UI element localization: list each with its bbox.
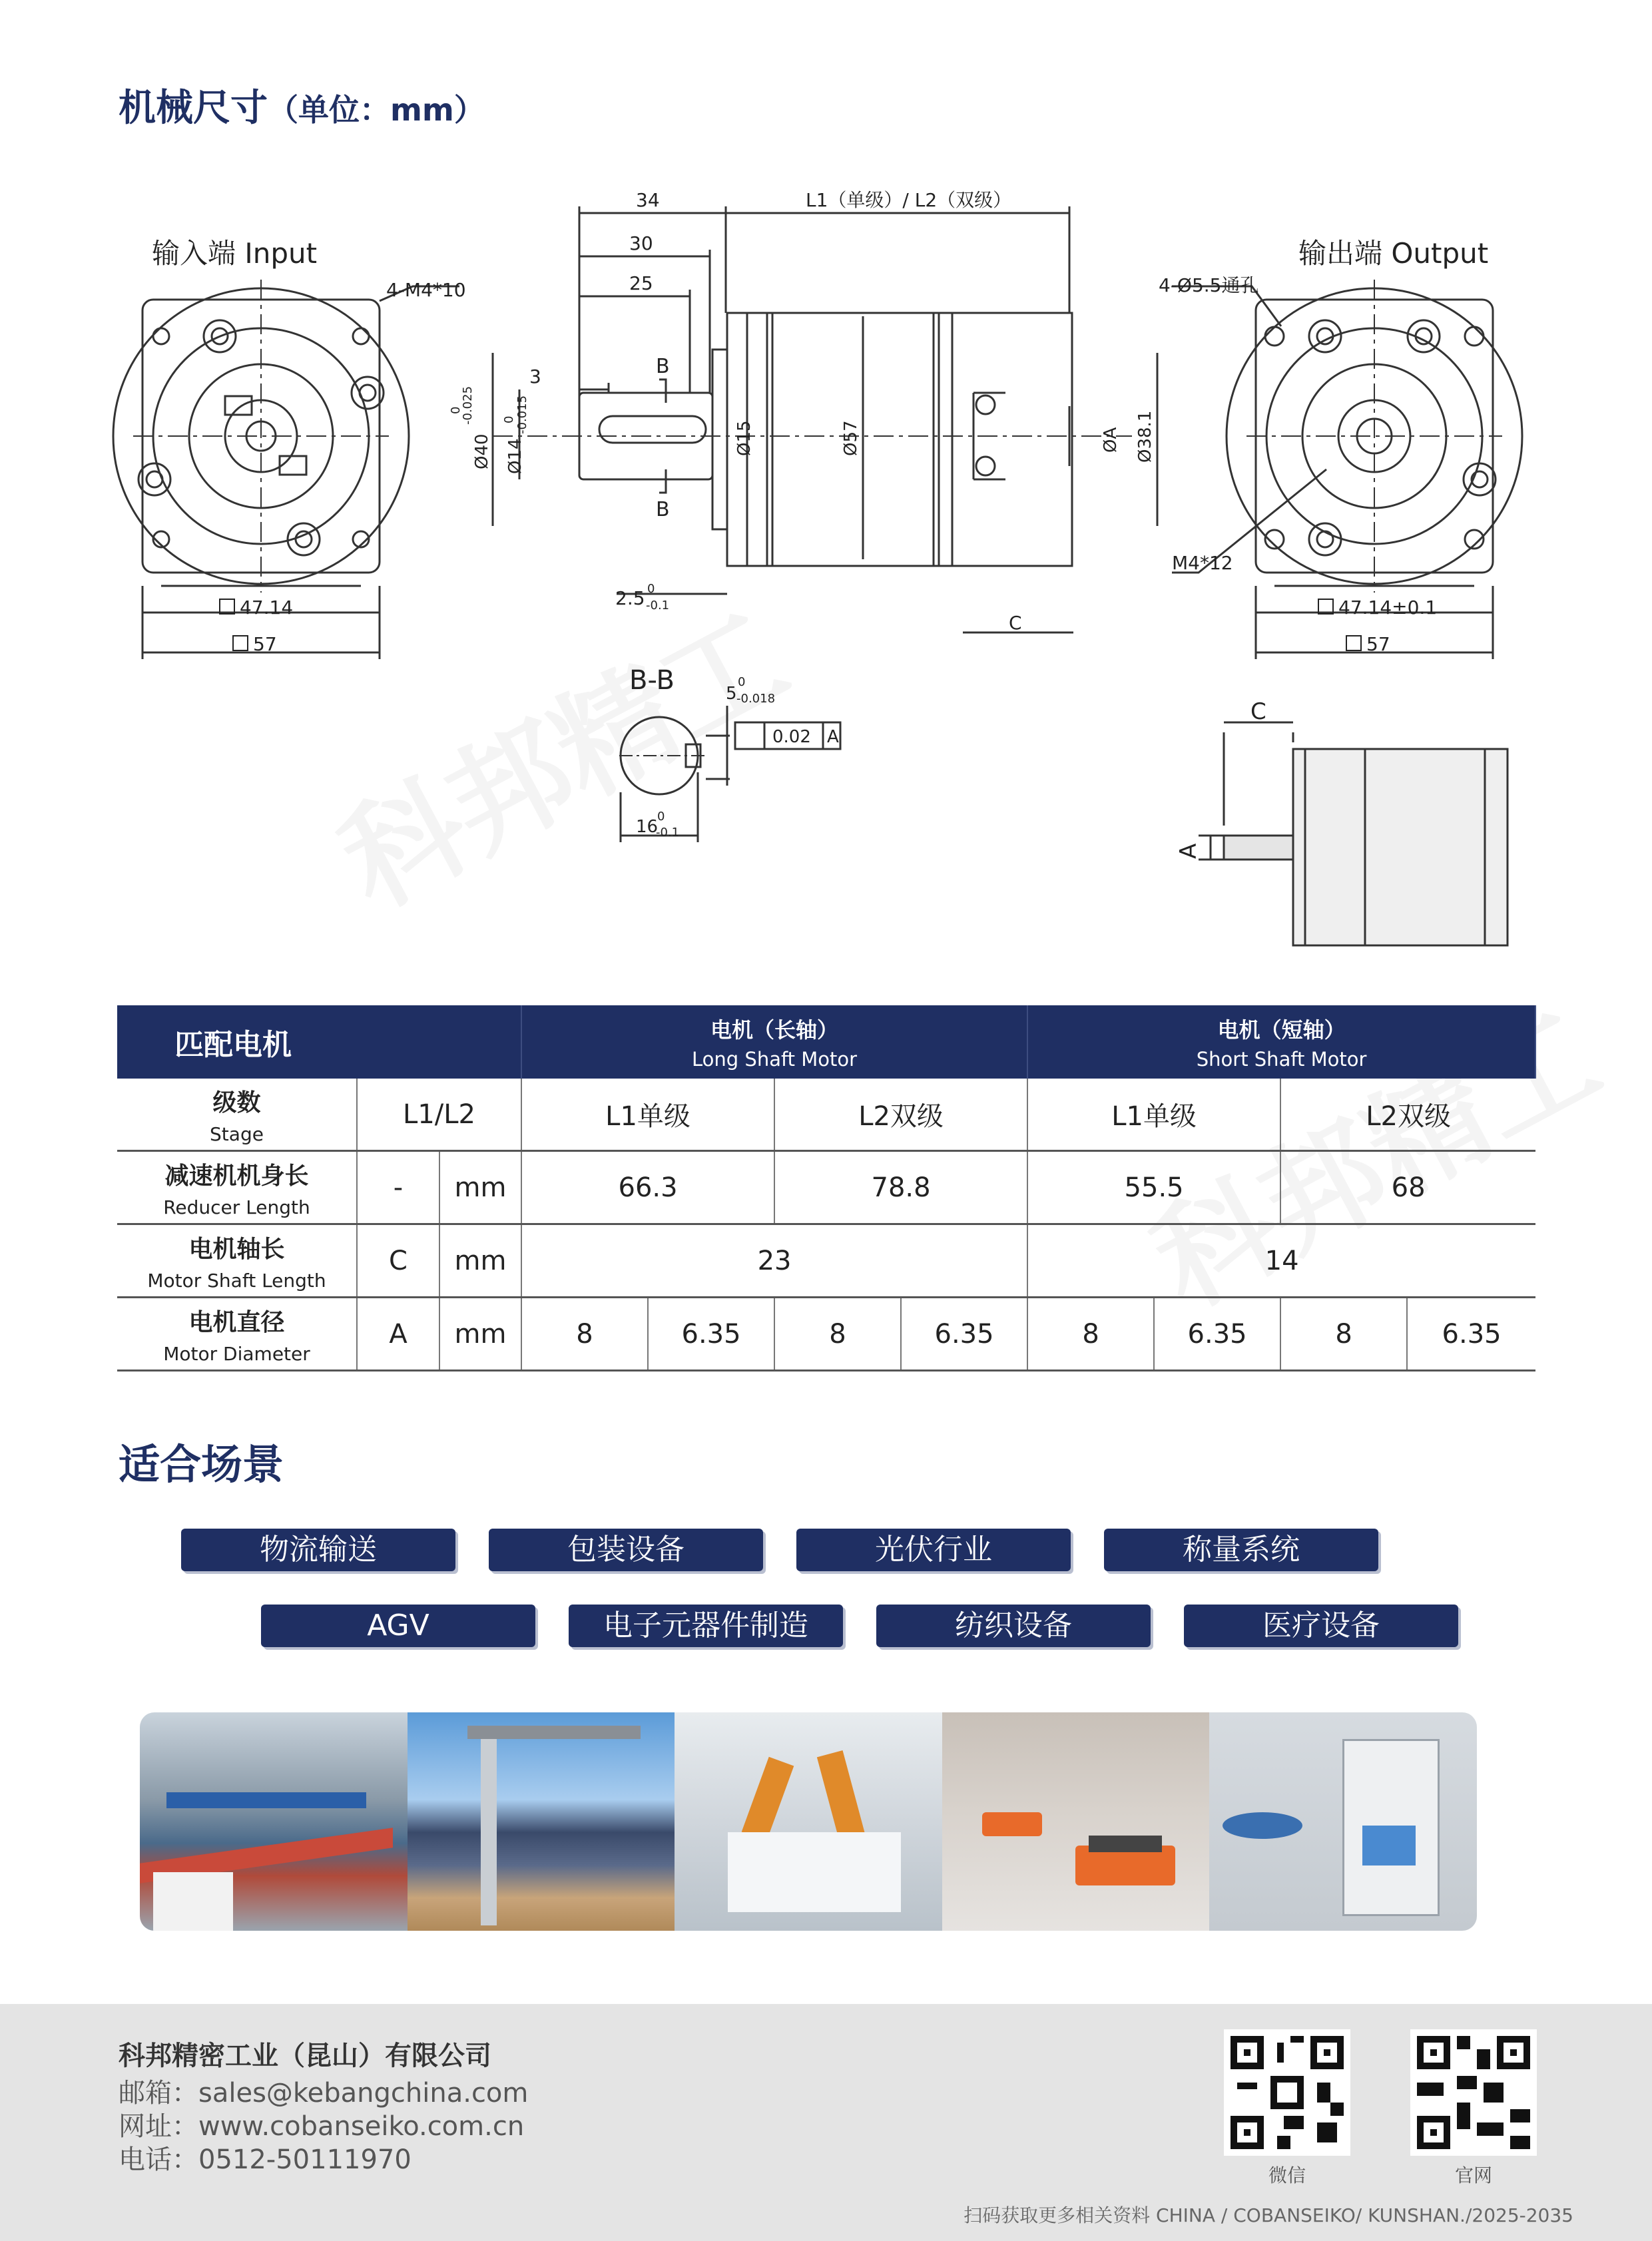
dia-en: Motor Diameter (163, 1342, 310, 1365)
cell-unit: mm (439, 1298, 521, 1371)
tag-agv: AGV (261, 1605, 535, 1647)
contact-website[interactable]: 网址：www.cobanseiko.com.cn (119, 2111, 525, 2142)
tag-medical: 医疗设备 (1184, 1605, 1458, 1647)
cell-symbol: - (357, 1151, 439, 1224)
row-label-reducer-length (117, 1151, 357, 1224)
cell-value: 6.35 (1154, 1298, 1280, 1371)
photo-agv (942, 1712, 1210, 1931)
row-label-shaft-length (117, 1224, 357, 1298)
square-47-14-tol: 47.14±0.1 (1338, 597, 1438, 619)
dim-25: 25 (629, 272, 653, 294)
dim-2-5: 2.5 (615, 587, 645, 609)
photo-electronics (1209, 1712, 1477, 1931)
bb-dim-5-tol-zero: 0 (738, 675, 746, 689)
cell-value: 6.35 (901, 1298, 1027, 1371)
header-long-cn: 电机（长轴） (710, 1017, 839, 1043)
dimension-drawing (0, 0, 1652, 965)
bb-dim-16-tol-zero: 0 (657, 810, 665, 824)
tag-electronics: 电子元器件制造 (569, 1605, 843, 1647)
dia-cn: 电机直径 (188, 1308, 285, 1336)
motor-dim-c: C (1250, 698, 1266, 725)
dia-57: Ø57 (841, 420, 861, 456)
section-title-text: 机械尺寸 (119, 87, 268, 130)
tag-textile: 纺织设备 (876, 1605, 1151, 1647)
motor-spec-table (117, 1005, 1536, 1371)
tag-photovoltaic: 光伏行业 (796, 1529, 1071, 1571)
dia-38-1: Ø38.1 (1135, 410, 1155, 463)
bb-dim-5-tol: -0.018 (736, 692, 776, 706)
cell-unit: mm (439, 1224, 521, 1298)
dia-40: Ø40 (472, 433, 492, 469)
tag-packaging: 包装设备 (489, 1529, 763, 1571)
stage-cn: 级数 (212, 1089, 261, 1117)
application-photos (140, 1712, 1477, 1931)
input-label: 输入端 Input (152, 237, 318, 270)
header-short-shaft (1027, 1005, 1535, 1079)
cell-value: 14 (1027, 1224, 1535, 1298)
shaft-cn: 电机轴长 (188, 1235, 285, 1263)
cell-symbol: A (357, 1298, 439, 1371)
output-hole-label: 4-Ø5.5通孔 (1159, 274, 1259, 296)
table-row-motor-diameter (117, 1298, 1535, 1371)
cell-value: 8 (521, 1298, 648, 1371)
cell-value: 6.35 (1407, 1298, 1535, 1371)
output-thread-label: M4*12 (1172, 552, 1233, 574)
row-label-stage (117, 1079, 357, 1151)
section-mark-b: B (656, 355, 670, 378)
cell-l1-l2: L1/L2 (357, 1079, 521, 1151)
cell-value: 68 (1280, 1151, 1535, 1224)
cell-value: 66.3 (521, 1151, 774, 1224)
section-bb-title: B-B (629, 665, 675, 696)
table-header-row (117, 1005, 1535, 1079)
table-row-stage (117, 1079, 1535, 1151)
qr-code-wechat[interactable] (1224, 2029, 1350, 2156)
cell-value: 78.8 (774, 1151, 1027, 1224)
cell-short-l2: L2双级 (1280, 1079, 1535, 1151)
cell-value: 6.35 (648, 1298, 774, 1371)
section-title-unit: （单位：mm） (268, 92, 485, 128)
output-label: 输出端 Output (1298, 237, 1489, 270)
tag-weighing: 称量系统 (1104, 1529, 1378, 1571)
qr-caption-wechat: 微信 (1268, 2164, 1306, 2186)
dia-15: Ø15 (734, 420, 754, 456)
header-long-en: Long Shaft Motor (692, 1048, 858, 1071)
table-row-shaft-length (117, 1224, 1535, 1298)
dia-14-tol-zero: 0 (502, 415, 516, 423)
contact-phone: 电话：0512-50111970 (119, 2144, 412, 2175)
tolerance-datum: A (827, 727, 839, 747)
input-bolt-label: 4-M4*10 (386, 279, 466, 301)
dim-c: C (1009, 612, 1022, 634)
motor-dim-a: A (1175, 843, 1202, 859)
tolerance-value: 0.02 (772, 727, 811, 747)
table-row-reducer-length (117, 1151, 1535, 1224)
tag-logistics: 物流输送 (181, 1529, 455, 1571)
qr-wechat-icon (1224, 2029, 1350, 2156)
cell-short-l1: L1单级 (1027, 1079, 1280, 1151)
dia-a: ØA (1101, 427, 1121, 453)
dim-2-5-tol: -0.1 (646, 599, 670, 613)
dim-2-5-tol-zero: 0 (647, 582, 655, 596)
bb-dim-5: 5 (726, 684, 737, 704)
square-57-output: 57 (1366, 633, 1390, 655)
section-title-scenarios: 适合场景 (119, 1440, 284, 1489)
header-long-shaft (521, 1005, 1027, 1079)
dia-14: Ø14 (505, 438, 525, 474)
cell-value: 55.5 (1027, 1151, 1280, 1224)
square-47-14: 47.14 (240, 597, 294, 619)
cell-long-l1: L1单级 (521, 1079, 774, 1151)
cell-value: 8 (1027, 1298, 1154, 1371)
footer-bottom-note: 扫码获取更多相关资料 CHINA / COBANSEIKO/ KUNSHAN./2025-2035 (964, 2204, 1573, 2226)
dia-40-tol: -0.025 (461, 385, 475, 425)
dim-l1-l2: L1（单级）/ L2（双级） (806, 189, 1012, 211)
header-short-cn: 电机（短轴） (1217, 1017, 1346, 1043)
dia-14-tol: -0.015 (515, 395, 529, 434)
header-short-en: Short Shaft Motor (1196, 1048, 1367, 1071)
qr-code-website[interactable] (1410, 2029, 1537, 2156)
contact-email[interactable]: 邮箱：sales@kebangchina.com (119, 2078, 529, 2109)
company-name: 科邦精密工业（昆山）有限公司 (119, 2041, 491, 2071)
dim-34: 34 (636, 189, 660, 211)
photo-logistics (140, 1712, 408, 1931)
header-match-motor: 匹配电机 (117, 1005, 521, 1079)
qr-caption-website: 官网 (1454, 2164, 1492, 2186)
len-cn: 减速机机身长 (164, 1162, 309, 1190)
cell-unit: mm (439, 1151, 521, 1224)
photo-solar (408, 1712, 675, 1931)
len-en: Reducer Length (163, 1196, 310, 1218)
shaft-en: Motor Shaft Length (147, 1269, 326, 1292)
cell-value: 23 (521, 1224, 1027, 1298)
square-57: 57 (253, 633, 277, 655)
cell-long-l2: L2双级 (774, 1079, 1027, 1151)
stage-en: Stage (210, 1122, 264, 1145)
cell-value: 8 (774, 1298, 901, 1371)
cell-symbol: C (357, 1224, 439, 1298)
photo-robots (675, 1712, 942, 1931)
dia-40-tol-zero: 0 (449, 406, 463, 414)
section-mark-b: B (656, 498, 670, 521)
qr-website-icon (1410, 2029, 1537, 2156)
cell-value: 8 (1280, 1298, 1407, 1371)
dim-30: 30 (629, 232, 653, 254)
row-label-motor-diameter (117, 1298, 357, 1371)
dim-3: 3 (529, 366, 541, 387)
bb-dim-16: 16 (636, 817, 659, 837)
bb-dim-16-tol: -0.1 (656, 826, 680, 840)
